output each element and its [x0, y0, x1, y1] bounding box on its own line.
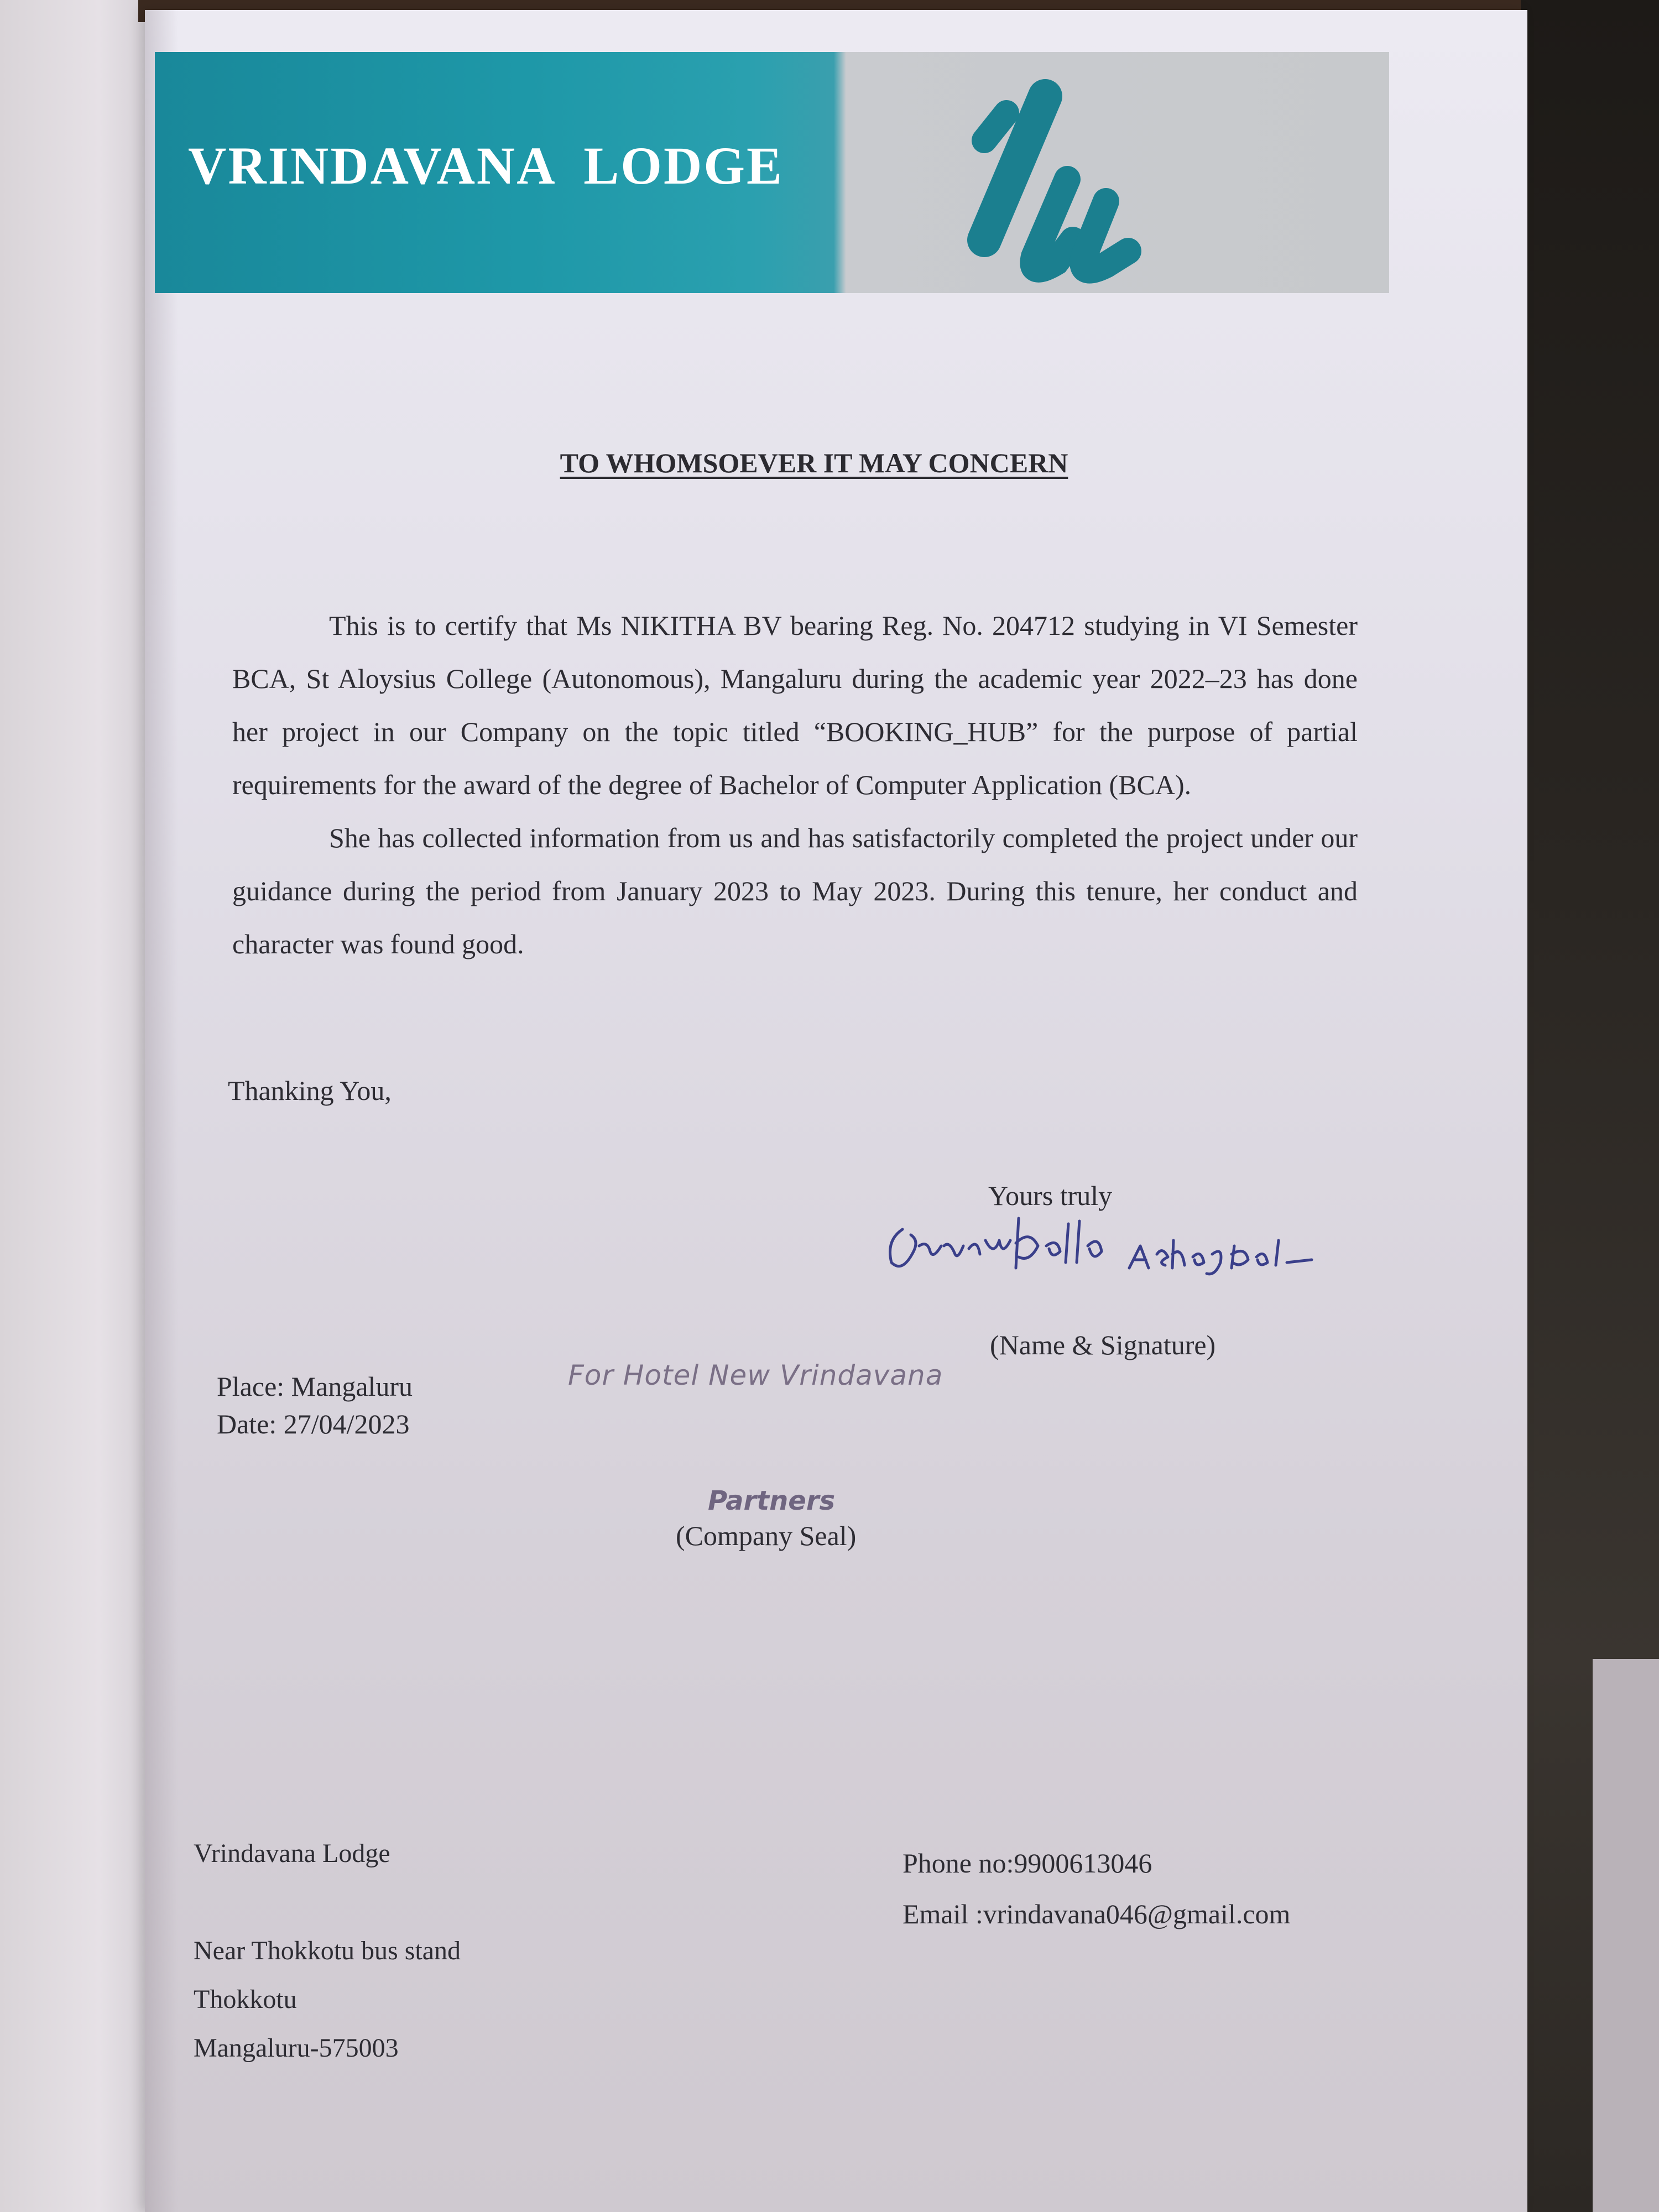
- place-text: Place: Mangaluru: [217, 1371, 413, 1402]
- page-fold-shadow: [145, 10, 178, 2212]
- date-text: Date: 27/04/2023: [217, 1408, 410, 1439]
- company-name: VRINDAVANA LODGE: [188, 136, 784, 195]
- handwritten-signatures: [880, 1207, 1334, 1285]
- footer-address-line-2: Thokkotu: [194, 1985, 297, 2014]
- paragraph-2: She has collected information from us and has satisfactorily completed the project under our guidance during the period from January 2023 to May 2023. During this tenure, her conduct and character was found good.: [232, 822, 1358, 959]
- letter-heading: TO WHOMSOEVER IT MAY CONCERN: [560, 447, 1068, 478]
- yours-truly: Yours truly: [988, 1180, 1113, 1211]
- footer-spacer: [194, 1878, 461, 1927]
- stamp-partners: Partners: [708, 1485, 836, 1516]
- paragraph-1: This is to certify that Ms NIKITHA BV bearing Reg. No. 204712 studying in VI Semester BCA, St Aloysius College (Autonomous), Mangaluru during the academic year 2022–23 has done her project in our Company on the topic titled “BOOKING_HUB” for the purpose of partial requirements for the award of the degree of Bachelor of Computer Application (BCA).: [232, 610, 1358, 800]
- footer-address-line-1: Near Thokkotu bus stand: [194, 1936, 461, 1965]
- footer-contact: [902, 1838, 1290, 1939]
- footer-phone: Phone no:9900613046: [902, 1848, 1152, 1879]
- name-signature-label: (Name & Signature): [990, 1329, 1216, 1360]
- footer-email: Email :vrindavana046@gmail.com: [902, 1898, 1291, 1929]
- company-seal-label: (Company Seal): [676, 1520, 857, 1551]
- place-date-block: [217, 1368, 413, 1443]
- closing-text: Thanking You,: [228, 1075, 392, 1106]
- background-left: [0, 0, 166, 2212]
- footer-company-name: Vrindavana Lodge: [194, 1839, 390, 1868]
- header-banner: [155, 52, 1389, 293]
- letter-page: [145, 10, 1527, 2212]
- footer-address-line-3: Mangaluru-575003: [194, 2033, 399, 2063]
- background-bottom-right: [1593, 1659, 1659, 2212]
- footer-address: [194, 1829, 461, 2073]
- stamp-text: For Hotel New Vrindavana: [568, 1359, 943, 1391]
- letter-body: [232, 599, 1358, 971]
- company-logo-icon: [962, 74, 1161, 293]
